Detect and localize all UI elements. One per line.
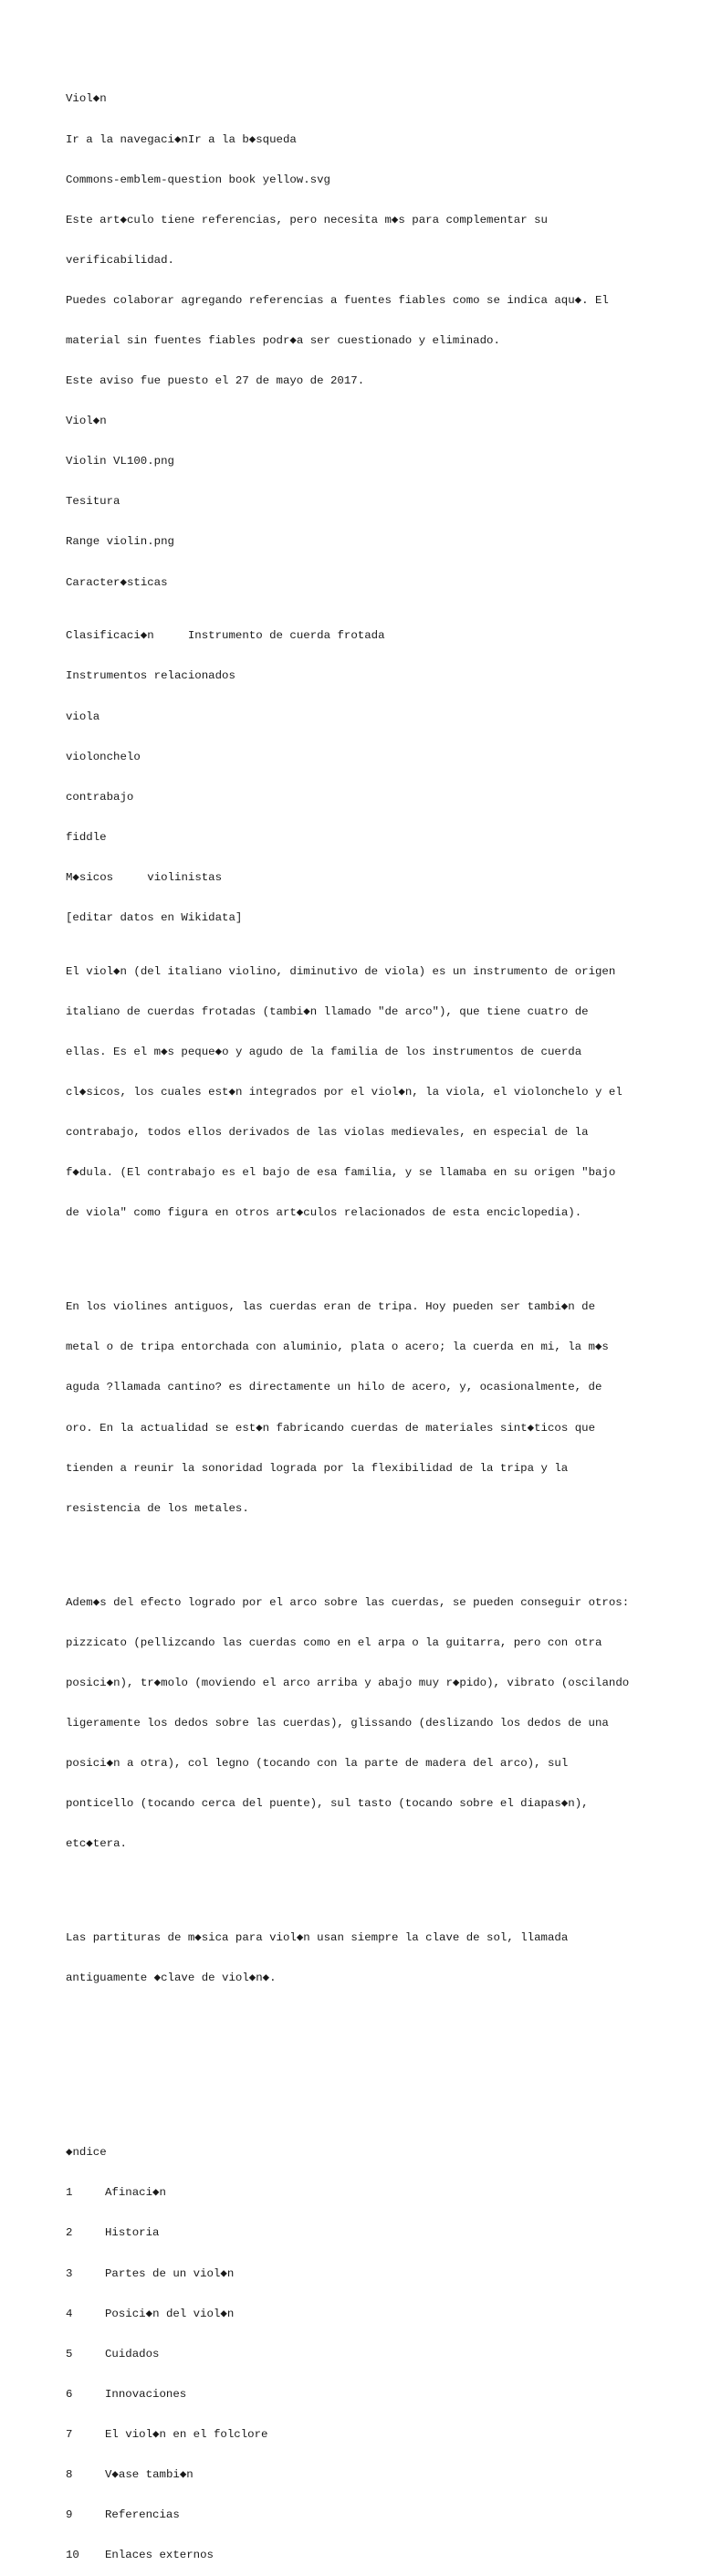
toc-number: 5 — [66, 2347, 73, 2360]
toc-item[interactable] — [66, 2186, 632, 2200]
toc-item[interactable] — [66, 2348, 632, 2361]
edit-wikidata-link[interactable]: [editar datos en Wikidata] — [66, 910, 243, 924]
toc-number: 1 — [66, 2186, 73, 2200]
toc-label[interactable]: Afinaci◆n — [105, 2186, 166, 2200]
toc-number: 6 — [66, 2387, 73, 2401]
toc-item[interactable] — [66, 2468, 632, 2482]
toc-label[interactable]: Cuidados — [105, 2347, 160, 2360]
page-title: Viol◆n — [66, 92, 107, 106]
toc-item[interactable] — [66, 2226, 632, 2240]
infobox-value: Instrumento de cuerda frotada — [187, 629, 385, 643]
infobox-row-musicos — [66, 871, 632, 885]
paragraph-line: italiano de cuerdas frotadas (tambi◆n llamado "de arco"), que tiene cuatro de — [66, 1004, 589, 1018]
paragraph-line: aguda ?llamada cantino? es directamente un hilo de acero, y, ocasionalmente, de — [66, 1381, 602, 1394]
notice-text: material sin fuentes fiables podr◆a ser cuestionado y eliminado. — [66, 333, 500, 347]
paragraph-line: posici◆n a otra), col legno (tocando con la parte de madera del arco), sul — [66, 1756, 569, 1770]
toc-label[interactable]: Innovaciones — [105, 2387, 187, 2401]
paragraph-spacer — [66, 2092, 632, 2106]
toc-number: 9 — [66, 2508, 73, 2522]
toc-number: 7 — [66, 2427, 73, 2441]
toc-item[interactable] — [66, 2428, 632, 2442]
infobox-label: M◆sicos — [66, 870, 114, 884]
toc-number: 2 — [66, 2226, 73, 2240]
infobox-label: Clasificaci◆n — [66, 629, 154, 643]
paragraph-line: Adem◆s del efecto logrado por el arco sobre las cuerdas, se pueden conseguir otros: — [66, 1595, 630, 1609]
paragraph-spacer — [66, 1542, 632, 1556]
infobox-image-name: Violin VL100.png — [66, 455, 174, 468]
toc-item[interactable] — [66, 2508, 632, 2522]
toc-label[interactable]: Referencias — [105, 2508, 180, 2522]
paragraph-line: posici◆n), tr◆molo (moviendo el arco arriba y abajo muy r◆pido), vibrato (oscilando — [66, 1676, 630, 1689]
notice-text: Puedes colaborar agregando referencias a fuentes fiables como se indica aqu◆. El — [66, 293, 609, 307]
paragraph-line: cl◆sicos, los cuales est◆n integrados por el viol◆n, la viola, el violonchelo y el — [66, 1086, 623, 1099]
toc-title: ◆ndice — [66, 2146, 107, 2160]
toc-label[interactable]: El viol◆n en el folclore — [105, 2427, 268, 2441]
paragraph-line: metal o de tripa entorchada con aluminio, plata o acero; la cuerda en mi, la m◆s — [66, 1341, 609, 1354]
paragraph-spacer — [66, 1877, 632, 1891]
paragraph-line: tienden a reunir la sonoridad lograda por la flexibilidad de la tripa y la — [66, 1461, 569, 1475]
paragraph-line: f◆dula. (El contrabajo es el bajo de esa familia, y se llamaba en su origen "bajo — [66, 1166, 616, 1180]
infobox-row-clasificacion — [66, 629, 632, 643]
paragraph-line: antiguamente ◆clave de viol◆n◆. — [66, 1971, 277, 1985]
related-instrument-link[interactable]: viola — [66, 710, 100, 723]
toc-number: 10 — [66, 2549, 79, 2562]
toc-label[interactable]: V◆ase tambi◆n — [105, 2467, 194, 2481]
paragraph-line: ellas. Es el m◆s peque◆o y agudo de la familia de los instrumentos de cuerda — [66, 1045, 582, 1058]
paragraph-line: resistencia de los metales. — [66, 1501, 249, 1515]
related-instrument-link[interactable]: contrabajo — [66, 790, 134, 804]
toc-label[interactable]: Partes de un viol◆n — [105, 2266, 235, 2280]
infobox-image-name: Range violin.png — [66, 535, 174, 549]
paragraph-spacer — [66, 2052, 632, 2066]
infobox-title: Viol◆n — [66, 415, 107, 428]
paragraph-spacer — [66, 1246, 632, 1260]
paragraph-line: El viol◆n (del italiano violino, diminutivo de viola) es un instrumento de origen — [66, 964, 616, 978]
toc-number: 3 — [66, 2266, 73, 2280]
notice-text: Este art◆culo tiene referencias, pero necesita m◆s para complementar su — [66, 213, 548, 226]
paragraph-line: oro. En la actualidad se est◆n fabricando cuerdas de materiales sint◆ticos que — [66, 1421, 596, 1435]
paragraph-line: contrabajo, todos ellos derivados de las violas medievales, en especial de la — [66, 1126, 589, 1140]
paragraph-line: etc◆tera. — [66, 1837, 127, 1851]
toc-item[interactable] — [66, 2388, 632, 2402]
notice-text: verificabilidad. — [66, 253, 174, 267]
toc-item[interactable] — [66, 2267, 632, 2281]
infobox-section-heading: Caracter◆sticas — [66, 575, 168, 589]
notice-image-name: Commons-emblem-question book yellow.svg — [66, 173, 330, 186]
toc-item[interactable] — [66, 2308, 632, 2321]
toc-label[interactable]: Posici◆n del viol◆n — [105, 2307, 235, 2320]
toc-label[interactable]: Enlaces externos — [105, 2549, 214, 2562]
toc-item[interactable] — [66, 2549, 632, 2562]
notice-date: Este aviso fue puesto el 27 de mayo de 2017. — [66, 374, 365, 388]
navigation-links[interactable]: Ir a la navegaci◆nIr a la b◆squeda — [66, 132, 297, 146]
toc-label[interactable]: Historia — [105, 2226, 160, 2240]
toc-number: 8 — [66, 2467, 73, 2481]
related-instrument-link[interactable]: violonchelo — [66, 750, 141, 763]
infobox-section-heading: Tesitura — [66, 495, 120, 509]
paragraph-line: En los violines antiguos, las cuerdas eran de tripa. Hoy pueden ser tambi◆n de — [66, 1300, 596, 1314]
paragraph-line: Las partituras de m◆sica para viol◆n usan siempre la clave de sol, llamada — [66, 1931, 569, 1945]
paragraph-line: ligeramente los dedos sobre las cuerdas), glissando (deslizando los dedos de una — [66, 1716, 609, 1730]
toc-number: 4 — [66, 2307, 73, 2320]
related-instrument-link[interactable]: fiddle — [66, 830, 107, 844]
infobox-value-link[interactable]: violinistas — [147, 870, 223, 884]
document-body — [66, 66, 632, 2576]
paragraph-line: pizzicato (pellizcando las cuerdas como en el arpa o la guitarra, pero con otra — [66, 1635, 602, 1649]
paragraph-spacer — [66, 2012, 632, 2025]
infobox-section-heading: Instrumentos relacionados — [66, 669, 235, 683]
paragraph-line: ponticello (tocando cerca del puente), sul tasto (tocando sobre el diapas◆n), — [66, 1797, 589, 1811]
paragraph-line: de viola" como figura en otros art◆culos relacionados de esta enciclopedia). — [66, 1206, 582, 1220]
